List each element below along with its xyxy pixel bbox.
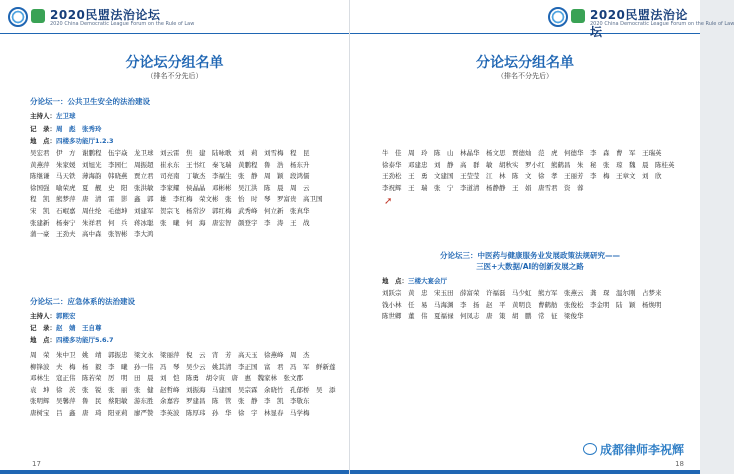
forum1-host xyxy=(30,111,76,120)
forum3-title-line1: 分论坛三：中医药与健康服务业发展政策法规研究—— xyxy=(440,251,620,260)
footer-bar xyxy=(350,470,700,474)
name-row: 张明辉 吴馨萍 鲁 民 蔡阳敏 游东胜 余嘉容 罗建昌 陈 管 张 静 李 凯 李敬东 xyxy=(30,397,310,406)
place-value: 三楼大宴会厅 xyxy=(408,277,447,285)
page-number: 17 xyxy=(32,460,41,468)
forum-logo-icon xyxy=(31,9,45,23)
watermark xyxy=(583,441,684,458)
name-row: 唐树宝 吕 鑫 唐 琦 阳亚莉 廖严赞 李英波 陈厚玮 孙 华 徐 宇 林显春 马学梅 xyxy=(30,408,310,417)
name-row: 周 荣 朱中卫 姚 靖 郭振忠 梁文永 梁丽萍 倪 云 宵 芳 高天玉 徐燕峰 周 杰 xyxy=(30,351,310,359)
footer-bar xyxy=(0,470,349,474)
name-row: 张建新 杨秦宁 朱祥君 何 兵 蒋冰聪 张 曦 何 海 唐宏智 颜登宇 李 涛 王 战 xyxy=(30,218,310,227)
name-row: 程 凯 熊梦萍 唐 清 雷 影 鑫 郭 雄 李红梅 荣文彬 张 怡 时 琴 罗富贵 高卫国 xyxy=(30,195,323,204)
place-label: 地 点： xyxy=(382,277,408,285)
league-logo-icon xyxy=(548,7,568,27)
name-row: 刘跃宗 黄 忠 宋玉田 薛富荣 许福磊 马少虹 熊方军 张燕云 龚 琛 温尔刚 占梦来 xyxy=(382,289,662,297)
name-row: 蒲一豪 王劲夫 高中森 张智彬 李大鸿 xyxy=(30,230,154,239)
continued-name-list xyxy=(382,148,675,194)
forum1-name-list xyxy=(30,148,323,241)
place-label: 地 点： xyxy=(30,137,56,145)
name-row: 陈继谦 马天铁 薄海韵 韩晓燕 贾立君 司亮南 丁敏杰 李福生 张 静 周 颖 段鸿儒 xyxy=(30,172,310,181)
forum2-title: 分论坛二：应急体系的法治建设 xyxy=(30,297,135,306)
forum1-title: 分论坛一：公共卫生安全的法治建设 xyxy=(30,97,150,106)
name-row: 邓林生 寇正伟 陈若荣 厉 明 田 晨 刘 恺 陈勇 胡令寅 唐 惠 魏家林 张文郡 xyxy=(30,374,303,383)
name-row: 陈世卿 董 伟 夏福禄 何凤志 唐 策 胡 鹏 常 征 梁俊华 xyxy=(382,312,584,321)
ranking-note: （排名不分先后） xyxy=(146,72,203,80)
place-value: 四楼多功能厅5.6.7 xyxy=(56,336,114,344)
right-page xyxy=(350,0,734,474)
host-label: 主持人： xyxy=(30,312,56,320)
name-row: 牛 佳 周 玲 陈 山 林晶华 杨文思 贾德灿 范 虎 何德华 李 森 曹 军 王瑞英 xyxy=(382,149,662,157)
page-number: 18 xyxy=(675,460,684,468)
name-row: 徐泰华 邓建忠 刘 静 高 群 敏 胡秋实 罗小红 熊鹤昌 朱 秘 张 琼 魏 晨 陈桂英 xyxy=(382,160,675,169)
page-header xyxy=(350,0,734,39)
name-row: 李祝辉 王 瑞 张 宁 李道清 杨静静 王 娟 唐雪君 资 蓉 xyxy=(382,183,584,192)
forum2-record xyxy=(30,323,102,332)
ranking-note: （排名不分先后） xyxy=(497,72,553,80)
host-value: 郭熙宏 xyxy=(56,312,76,320)
wechat-icon xyxy=(583,443,597,455)
forum3-title xyxy=(370,250,690,272)
header-title: 2020民盟法治论坛 xyxy=(50,8,161,22)
name-row: 王劲松 王 勇 文建国 王莹莹 江 林 陈 文 徐 孝 王丽芳 李 梅 王章文 刘 欣 xyxy=(382,172,662,181)
place-value: 四楼多功能厅1.2.3 xyxy=(56,137,114,145)
name-row: 吴宏君 伊 方 谢鹏程 伍宇焱 龙卫球 刘云雷 焦 建 陆咏歌 刘 莉 刘雪梅 程 昆 xyxy=(30,149,310,157)
page-title: 分论坛分组名单 xyxy=(476,55,574,71)
record-label: 记 录： xyxy=(30,125,56,133)
name-row: 徐国强 喻荣虎 夏 靓 史 阳 张洪敏 李家耀 侯晶晶 邓彬彬 吴江洪 陈 晨 周 云 xyxy=(30,183,310,192)
forum2-host xyxy=(30,311,76,320)
forum1-record xyxy=(30,124,102,133)
forum2-name-list xyxy=(30,350,336,420)
arrow-icon: ➚ xyxy=(384,196,393,207)
forum3-place xyxy=(382,276,447,285)
page-header xyxy=(0,0,349,34)
forum-logo-icon xyxy=(571,9,585,23)
forum3-title-line2: 三医+大数据/AI的创新发展之路 xyxy=(476,262,584,271)
name-row: 柳锋波 夫 梅 杨 毅 李 曦 孙一伟 冯 琴 吴少云 姚其清 李正国 富 君 冯 军 鲜新莲 xyxy=(30,362,336,371)
forum2-place xyxy=(30,335,114,344)
name-row: 袁 坤 徐 茨 张 锐 张 丽 张 健 赵哲峰 刘振海 马建国 吴宗霖 余晓竹 孔郁桥 吴 添 xyxy=(30,385,336,394)
place-label: 地 点： xyxy=(30,336,56,344)
host-value: 左卫球 xyxy=(56,112,76,120)
header-title: 2020民盟法治论坛 xyxy=(590,8,688,39)
left-page xyxy=(0,0,350,474)
record-label: 记 录： xyxy=(30,324,56,332)
header-subtitle: 2020 China Democratic League Forum on the Rule of Law xyxy=(50,21,195,27)
name-row: 钱小林 任 易 马海渊 李 扬 赵 平 黄明良 曹鹤舫 张俊松 李金明 陆 颖 杨焕明 xyxy=(382,300,662,309)
header-subtitle: 2020 China Democratic League Forum on the Rule of Law xyxy=(590,21,734,27)
page-title: 分论坛分组名单 xyxy=(125,55,224,71)
name-row: 宋 凯 石岷嘉 周仕纶 毛德坤 刘建军 贺宗飞 杨常汐 郭红梅 武秀峰 何立新 张真华 xyxy=(30,206,310,215)
watermark-text: 成都律师李祝辉 xyxy=(599,443,684,457)
record-value: 赵 婧 王自尊 xyxy=(56,324,102,332)
record-value: 周 彪 张秀玲 xyxy=(56,125,102,133)
name-row: 黄燕萍 朱家媛 刘旭光 李园仁 周振超 崔永东 王书红 秦飞瑞 黄鹏程 鲁 浩 杨东升 xyxy=(30,160,310,169)
forum3-name-list xyxy=(382,288,662,323)
host-label: 主持人： xyxy=(30,112,56,120)
league-logo-icon xyxy=(8,7,28,27)
forum1-place xyxy=(30,136,114,145)
